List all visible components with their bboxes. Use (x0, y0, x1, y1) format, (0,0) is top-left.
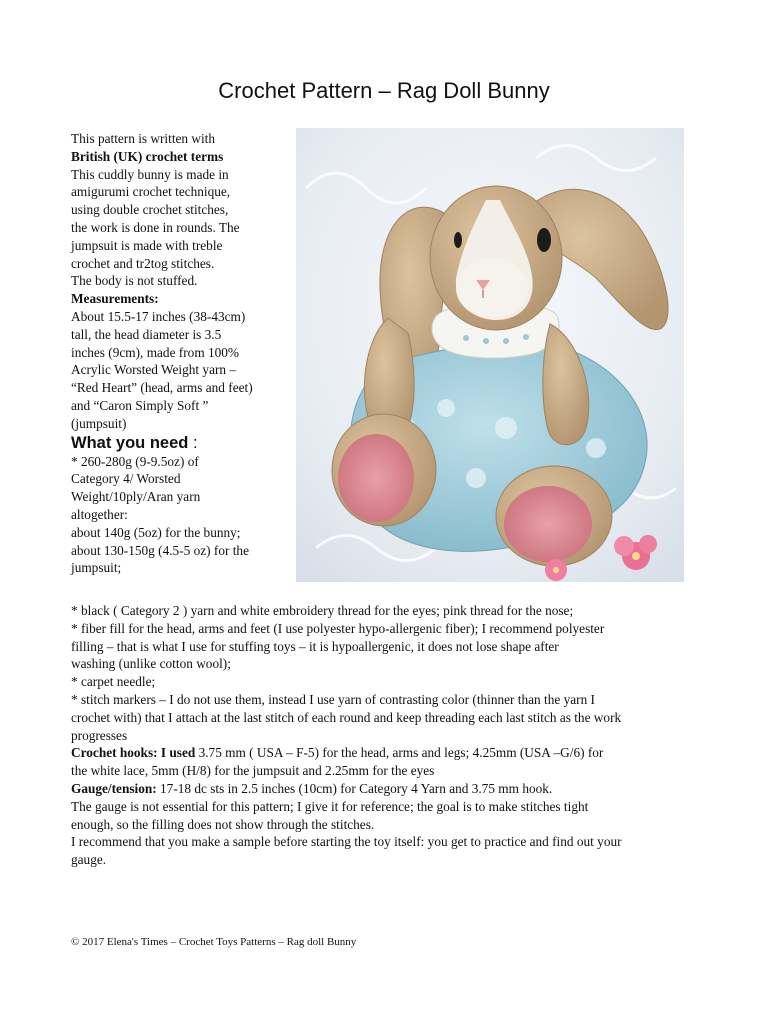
need-line: about 130-150g (4.5-5 oz) for the (71, 542, 249, 558)
gauge-line: Gauge/tension: 17-18 dc sts in 2.5 inches (10cm) for Category 4 Yarn and 3.75 mm hook. (71, 780, 553, 796)
need-line: * stitch markers – I do not use them, instead I use yarn of contrasting color (thinner than the yarn I (71, 691, 595, 707)
crocheted-bunny-photo (296, 128, 684, 582)
need-line: washing (unlike cotton wool); (71, 656, 231, 672)
need-line: * carpet needle; (71, 674, 156, 690)
gauge-text: enough, so the filling does not show through the stitches. (71, 816, 375, 832)
intro-terms: British (UK) crochet terms (71, 148, 224, 164)
need-line: jumpsuit; (71, 560, 122, 576)
gauge-label: Gauge/tension: (71, 780, 157, 796)
what-you-need-heading: What you need : (71, 433, 198, 452)
intro-line: amigurumi crochet technique, (71, 184, 231, 200)
need-line: * 260-280g (9-9.5oz) of (71, 453, 199, 469)
need-line: Category 4/ Worsted (71, 471, 181, 487)
intro-line: using double crochet stitches, (71, 202, 229, 218)
need-line: Weight/10ply/Aran yarn (71, 489, 201, 505)
need-line: about 140g (5oz) for the bunny; (71, 524, 241, 540)
gauge-text: gauge. (71, 852, 107, 868)
measurements-line: Acrylic Worsted Weight yarn – (71, 362, 237, 378)
intro-line: the work is done in rounds. The (71, 219, 240, 235)
need-line: * fiber fill for the head, arms and feet (I use polyester hypo-allergenic fiber); I recommend polyester (71, 620, 605, 636)
hooks-line: the white lace, 5mm (H/8) for the jumpsuit and 2.25mm for the eyes (71, 763, 435, 779)
hooks-label: Crochet hooks: I used (71, 745, 196, 761)
intro-line: crochet and tr2tog stitches. (71, 255, 215, 271)
measurements-line: and “Caron Simply Soft ” (71, 397, 209, 413)
need-line: crochet with) that I attach at the last stitch of each round and keep threading each last stitch as the work (71, 709, 622, 725)
intro-line: This cuddly bunny is made in (71, 166, 229, 182)
measurements-line: inches (9cm), made from 100% (71, 344, 240, 360)
hooks-line: Crochet hooks: I used 3.75 mm ( USA – F-5) for the head, arms and legs; 4.25mm (USA –G/6) for (71, 745, 604, 761)
measurements-line: “Red Heart” (head, arms and feet) (71, 380, 253, 396)
gauge-text: The gauge is not essential for this pattern; I give it for reference; the goal is to make stitches tight (71, 798, 589, 814)
measurements-line: About 15.5-17 inches (38-43cm) (71, 308, 246, 324)
intro-line: jumpsuit is made with treble (71, 237, 223, 253)
gauge-text: I recommend that you make a sample before starting the toy itself: you get to practice and find out your (71, 834, 622, 850)
left-column (71, 130, 291, 577)
need-line: * black ( Category 2 ) yarn and white embroidery thread for the eyes; pink thread for the nose; (71, 603, 574, 618)
need-line: progresses (71, 727, 128, 743)
full-width-section (71, 602, 701, 869)
intro-line: This pattern is written with (71, 131, 216, 146)
measurements-line: tall, the head diameter is 3.5 (71, 326, 222, 342)
measurements-line: (jumpsuit) (71, 415, 127, 431)
page-title: Crochet Pattern – Rag Doll Bunny (218, 78, 550, 103)
need-line: filling – that is what I use for stuffing toys – it is hypoallergenic, it does not lose shape after (71, 638, 559, 654)
need-line: altogether: (71, 506, 128, 522)
measurements-heading: Measurements: (71, 291, 159, 307)
page-footer: © 2017 Elena's Times – Crochet Toys Patterns – Rag doll Bunny (71, 936, 357, 948)
intro-line: The body is not stuffed. (71, 273, 198, 289)
